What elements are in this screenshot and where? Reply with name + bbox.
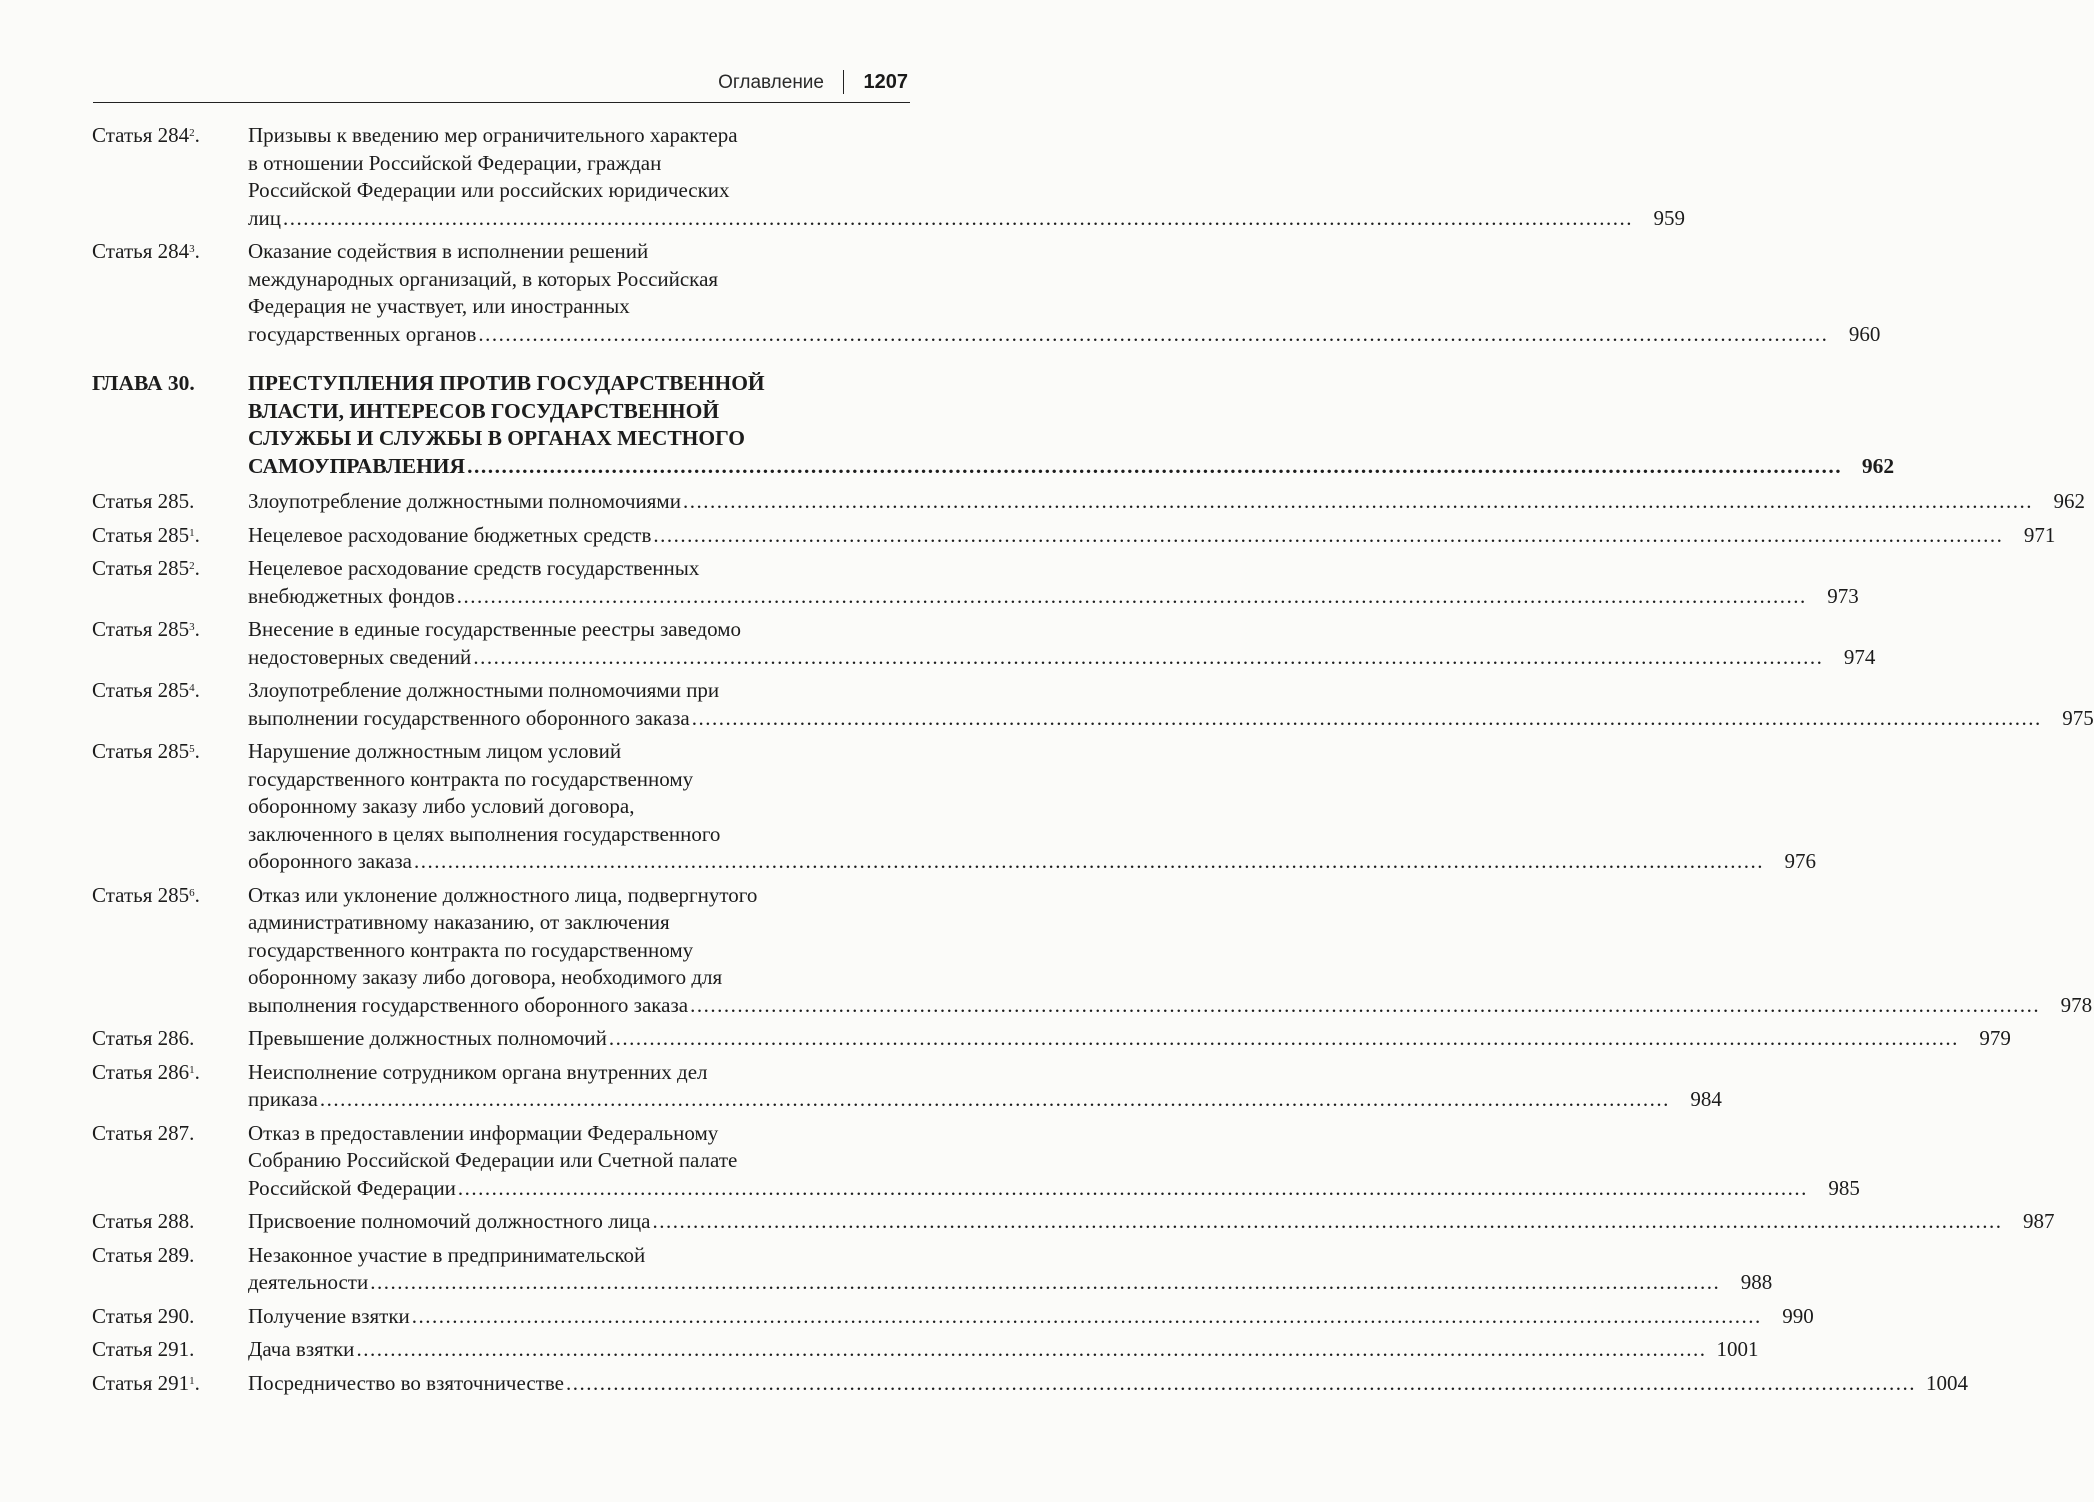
toc-entry[interactable] <box>92 677 2094 732</box>
entry-title-line: СЛУЖБЫ И СЛУЖБЫ В ОРГАНАХ МЕСТНОГО <box>248 426 745 450</box>
entry-title-line: международных организаций, в которых Российская <box>248 266 719 291</box>
entry-title-line: Посредничество во взяточничестве <box>248 1370 564 1395</box>
entry-title-line: выполнения государственного оборонного заказа <box>248 992 689 1017</box>
entry-page-number: 990 <box>1782 1303 1814 1328</box>
dot-leader: ........................................................................................................................................................................................................ <box>653 522 2004 547</box>
entry-page-number: 975 <box>2062 705 2094 730</box>
toc-entry[interactable] <box>92 1208 2055 1236</box>
dot-leader: ........................................................................................................................................................................................................ <box>690 992 2041 1017</box>
toc-entry[interactable] <box>92 1025 2011 1053</box>
entry-label: Статья $284^3$. <box>92 239 200 263</box>
entry-title-line: внебюджетных фондов <box>248 583 455 608</box>
entry-title-line: Федерация не участвует, или иностранных <box>248 294 630 318</box>
entry-superscript: 4 <box>189 682 195 694</box>
entry-superscript: 5 <box>189 743 195 755</box>
entry-title-line: Нецелевое расходование средств государственных <box>248 556 700 580</box>
entry-page-number: 1004 <box>1925 1370 1968 1395</box>
entry-page-number: 987 <box>2022 1209 2055 1233</box>
entry-superscript: 2 <box>189 127 195 139</box>
entry-title <box>248 555 1859 610</box>
entry-title-line: Внесение в единые государственные реестры заведомо <box>248 617 741 641</box>
entry-title-line: САМОУПРАВЛЕНИЯ <box>248 453 466 478</box>
entry-label: Статья 286. <box>92 1026 195 1050</box>
entry-title-line: Незаконное участие в предпринимательской <box>248 1242 646 1267</box>
entry-title <box>248 616 1876 671</box>
entry-title-line: Неисполнение сотрудником органа внутренних дел <box>248 1059 708 1084</box>
entry-label: Статья $286^1$. <box>92 1059 200 1084</box>
entry-label: Статья $285^3$. <box>92 617 200 641</box>
entry-title <box>248 882 2093 1020</box>
entry-page-number: 971 <box>2023 522 2056 547</box>
entry-label: Статья $285^4$. <box>92 678 200 702</box>
entry-title <box>248 1120 1860 1203</box>
entry-title-line: Отказ или уклонение должностного лица, подвергнутого <box>248 882 758 907</box>
entry-title <box>248 738 1816 876</box>
entry-title <box>248 1025 2011 1053</box>
entry-title-line: государственного контракта по государственному <box>248 937 694 962</box>
toc-entry[interactable] <box>92 882 2093 1020</box>
entry-title <box>248 122 1685 232</box>
entry-title-line: Превышение должностных полномочий <box>248 1026 607 1050</box>
entry-title <box>248 1336 1759 1364</box>
toc-entry[interactable] <box>92 1059 1722 1114</box>
entry-label: Статья $284^2$. <box>92 123 200 147</box>
toc-entry[interactable] <box>92 122 1685 232</box>
dot-leader: ........................................................................................................................................................................................................ <box>682 489 2033 513</box>
toc-entry[interactable] <box>92 488 2085 516</box>
entry-title <box>248 1059 1722 1114</box>
dot-leader: ........................................................................................................................................................................................................ <box>319 1087 1670 1111</box>
dot-leader: ........................................................................................................................................................................................................ <box>457 1175 1808 1200</box>
entry-superscript: 3 <box>189 243 195 255</box>
page-number: 1207 <box>863 71 908 93</box>
entry-title-line: ВЛАСТИ, ИНТЕРЕСОВ ГОСУДАРСТВЕННОЙ <box>248 398 720 423</box>
toc-entry[interactable] <box>92 1336 1759 1364</box>
entry-title-line: государственных органов <box>248 321 477 346</box>
entry-label: Статья 291. <box>92 1337 195 1361</box>
entry-page-number: 976 <box>1784 849 1816 873</box>
toc-entry[interactable] <box>92 1303 1814 1331</box>
entry-label: Статья 289. <box>92 1242 195 1267</box>
entry-label: Статья $285^5$. <box>92 739 200 763</box>
dot-leader: ........................................................................................................................................................................................................ <box>456 583 1807 608</box>
entry-label: Статья $285^2$. <box>92 556 200 580</box>
entry-title-line: Злоупотребление должностными полномочиями <box>248 489 681 513</box>
toc-entry[interactable] <box>92 555 1859 610</box>
dot-leader: ........................................................................................................................................................................................................ <box>565 1370 1916 1395</box>
entry-title-line: оборонному заказу либо договора, необходимого для <box>248 965 723 989</box>
entry-title-line: выполнении государственного оборонного заказа <box>248 705 690 730</box>
entry-title <box>248 677 2094 732</box>
toc-chapter[interactable] <box>92 370 1895 480</box>
entry-title-line: Оказание содействия в исполнении решений <box>248 239 649 263</box>
dot-leader: ........................................................................................................................................................................................................ <box>413 849 1764 873</box>
entry-title-line: Получение взятки <box>248 1303 410 1328</box>
toc-entry[interactable] <box>92 522 2056 550</box>
dot-leader: ........................................................................................................................................................................................................ <box>282 205 1633 230</box>
entry-superscript: 3 <box>189 621 195 633</box>
entry-page-number: 979 <box>1979 1026 2011 1050</box>
entry-label: Статья $285^6$. <box>92 882 200 907</box>
entry-title <box>248 370 1895 480</box>
entry-superscript: 1 <box>189 1374 195 1387</box>
entry-page-number: 1001 <box>1716 1337 1759 1361</box>
entry-title-line: в отношении Российской Федерации, граждан <box>248 150 662 175</box>
entry-page-number: 988 <box>1740 1270 1773 1294</box>
toc-entry[interactable] <box>92 616 1876 671</box>
entry-title-line: Нецелевое расходование бюджетных средств <box>248 522 652 547</box>
toc-entry[interactable] <box>92 238 1881 348</box>
entry-superscript: 1 <box>189 526 195 539</box>
entry-title <box>248 1303 1814 1331</box>
toc-entry[interactable] <box>92 1120 1860 1203</box>
entry-title-line: Отказ в предоставлении информации Федеральному <box>248 1120 719 1145</box>
entry-label: Статья 285. <box>92 489 195 513</box>
entry-title-line: Присвоение полномочий должностного лица <box>248 1209 651 1233</box>
entry-title-line: деятельности <box>248 1270 369 1294</box>
entry-label: ГЛАВА 30. <box>92 371 195 395</box>
entry-title-line: Российской Федерации <box>248 1175 456 1200</box>
entry-title-line: недостоверных сведений <box>248 644 472 669</box>
dot-leader: ........................................................................................................................................................................................................ <box>370 1270 1721 1294</box>
entry-page-number: 959 <box>1653 205 1685 230</box>
entry-title-line: Собранию Российской Федерации или Счетной палате <box>248 1148 738 1172</box>
entry-superscript: 1 <box>189 1063 195 1076</box>
entry-title-line: заключенного в целях выполнения государственного <box>248 821 721 846</box>
table-of-contents <box>92 122 2094 1403</box>
entry-title-line: Российской Федерации или российских юридических <box>248 178 730 202</box>
header-separator <box>843 70 844 94</box>
entry-title-line: Дача взятки <box>248 1337 355 1361</box>
running-header <box>93 70 910 103</box>
entry-page-number: 973 <box>1827 583 1859 608</box>
entry-title-line: лиц <box>248 205 281 230</box>
entry-page-number: 962 <box>1861 453 1895 478</box>
entry-page-number: 985 <box>1828 1175 1860 1200</box>
entry-page-number: 960 <box>1848 321 1881 346</box>
entry-title-line: Злоупотребление должностными полномочиями при <box>248 678 720 702</box>
toc-entry[interactable] <box>92 1370 1968 1398</box>
entry-page-number: 978 <box>2060 992 2093 1017</box>
entry-label: Статья $285^1$. <box>92 522 200 547</box>
dot-leader: ........................................................................................................................................................................................................ <box>691 705 2042 730</box>
entry-title <box>248 1242 1773 1297</box>
entry-title-line: приказа <box>248 1087 318 1111</box>
entry-label: Статья $291^1$. <box>92 1370 200 1395</box>
dot-leader: ........................................................................................................................................................................................................ <box>467 453 1843 478</box>
entry-superscript: 2 <box>189 560 195 572</box>
entry-superscript: 6 <box>189 886 195 899</box>
entry-page-number: 974 <box>1843 644 1876 669</box>
dot-leader: ........................................................................................................................................................................................................ <box>473 644 1824 669</box>
dot-leader: ........................................................................................................................................................................................................ <box>411 1303 1762 1328</box>
entry-title <box>248 522 2056 550</box>
dot-leader: ........................................................................................................................................................................................................ <box>652 1209 2003 1233</box>
dot-leader: ........................................................................................................................................................................................................ <box>356 1337 1707 1361</box>
toc-entry[interactable] <box>92 738 1816 876</box>
entry-title <box>248 1208 2055 1236</box>
entry-title-line: Нарушение должностным лицом условий <box>248 739 622 763</box>
entry-label: Статья 287. <box>92 1120 195 1145</box>
entry-label: Статья 290. <box>92 1303 195 1328</box>
entry-title-line: оборонному заказу либо условий договора, <box>248 794 635 818</box>
entry-title-line: оборонного заказа <box>248 849 412 873</box>
entry-page-number: 962 <box>2053 489 2085 513</box>
entry-title <box>248 1370 1968 1398</box>
dot-leader: ........................................................................................................................................................................................................ <box>608 1026 1959 1050</box>
dot-leader: ........................................................................................................................................................................................................ <box>478 321 1829 346</box>
entry-page-number: 984 <box>1690 1087 1722 1111</box>
entry-title <box>248 488 2085 516</box>
entry-title-line: государственного контракта по государственному <box>248 766 694 791</box>
entry-title-line: Призывы к введению мер ограничительного характера <box>248 123 738 147</box>
entry-label: Статья 288. <box>92 1209 195 1233</box>
entry-title-line: административному наказанию, от заключения <box>248 910 670 934</box>
entry-title-line: ПРЕСТУПЛЕНИЯ ПРОТИВ ГОСУДАРСТВЕННОЙ <box>248 371 765 395</box>
section-title: Оглавление <box>718 72 824 93</box>
toc-entry[interactable] <box>92 1242 1773 1297</box>
entry-title <box>248 238 1881 348</box>
